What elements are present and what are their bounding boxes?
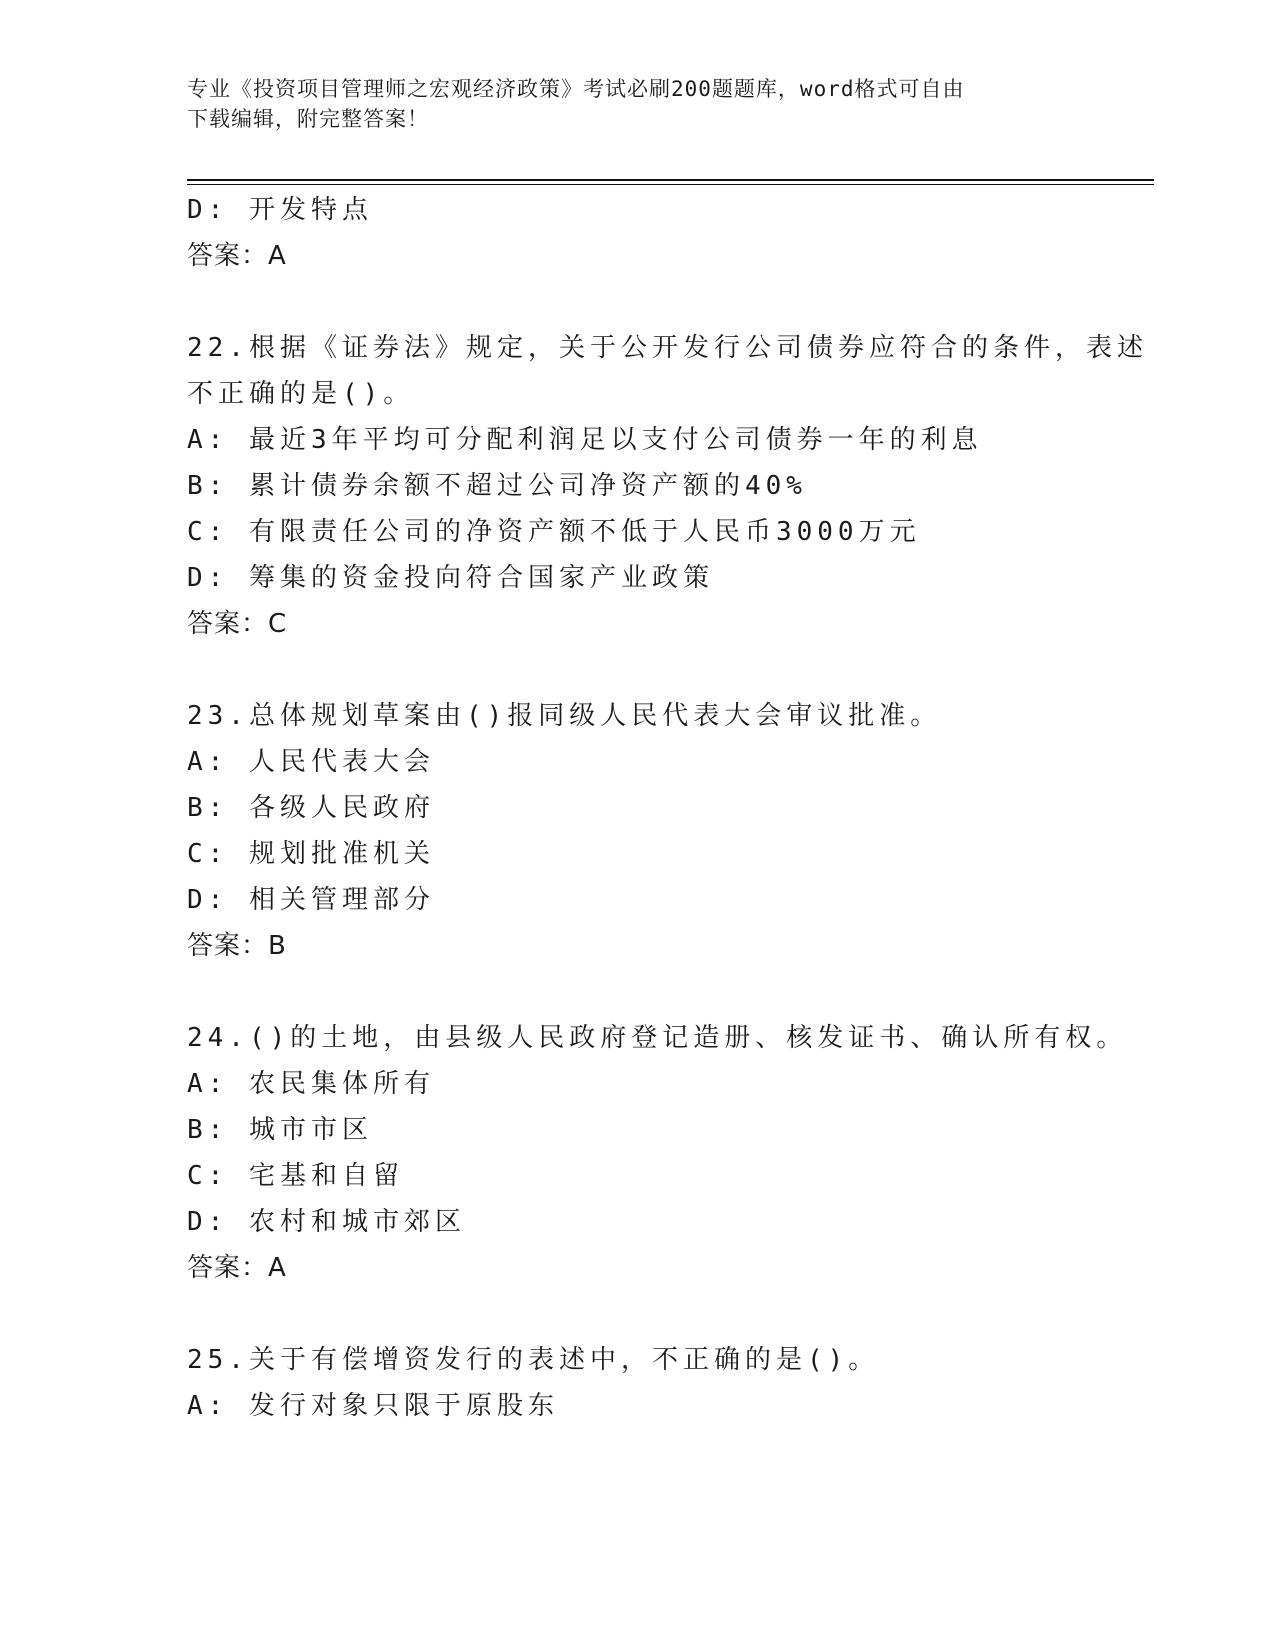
option-a: A: 农民集体所有 [187, 1069, 435, 1099]
option-a: A: 人民代表大会 [187, 747, 435, 777]
question-stem: 23.总体规划草案由()报同级人民代表大会审议批准。 [187, 701, 942, 731]
option-d: D: 农村和城市郊区 [187, 1207, 466, 1237]
question-stem: 25.关于有偿增资发行的表述中，不正确的是()。 [187, 1345, 880, 1375]
question-list [187, 187, 1148, 1429]
prev-answer: 答案：A [187, 241, 287, 271]
question-stem: 24.()的土地，由县级人民政府登记造册、核发证书、确认所有权。 [187, 1023, 1128, 1053]
answer: 答案：B [187, 931, 287, 961]
question-22 [187, 325, 1148, 647]
spacer [187, 1291, 1087, 1337]
question-stem-continued: 不正确的是()。 [187, 379, 415, 409]
question-23 [187, 693, 1087, 969]
question-25 [187, 1337, 1087, 1429]
spacer [187, 647, 1087, 693]
prev-option-d: D: 开发特点 [187, 195, 373, 225]
question-stem: 22.根据《证券法》规定，关于公开发行公司债券应符合的条件，表述 [187, 333, 1148, 363]
option-c: C: 有限责任公司的净资产额不低于人民币3000万元 [187, 517, 921, 547]
option-d: D: 相关管理部分 [187, 885, 435, 915]
answer: 答案：A [187, 1253, 287, 1283]
spacer [187, 279, 1087, 325]
option-b: B: 城市市区 [187, 1115, 373, 1145]
option-a: A: 最近3年平均可分配利润足以支付公司债券一年的利息 [187, 425, 983, 455]
document-header [187, 74, 1067, 134]
answer: 答案：C [187, 609, 288, 639]
question-24 [187, 1015, 1128, 1291]
header-divider-thin [187, 184, 1154, 185]
header-divider-thick [187, 179, 1154, 181]
option-b: B: 各级人民政府 [187, 793, 435, 823]
option-c: C: 规划批准机关 [187, 839, 435, 869]
header-line-1: 专业《投资项目管理师之宏观经济政策》考试必刷200题题库，word格式可自由 [187, 77, 965, 101]
header-line-2: 下载编辑，附完整答案！ [187, 107, 429, 131]
option-d: D: 筹集的资金投向符合国家产业政策 [187, 563, 714, 593]
option-b: B: 累计债券余额不超过公司净资产额的40% [187, 471, 807, 501]
option-c: C: 宅基和自留 [187, 1161, 404, 1191]
option-a: A: 发行对象只限于原股东 [187, 1391, 559, 1421]
spacer [187, 969, 1087, 1015]
